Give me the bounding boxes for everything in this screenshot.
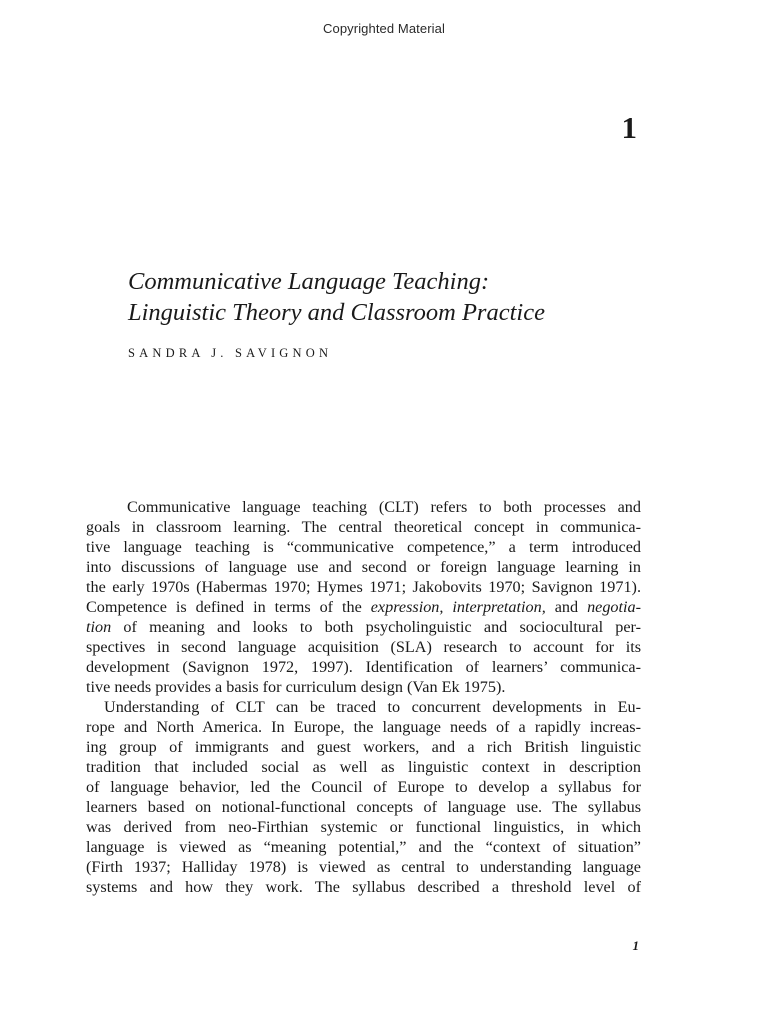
chapter-title-line-2: Linguistic Theory and Classroom Practice	[128, 299, 545, 326]
paragraph-line: (Firth 1937; Halliday 1978) is viewed as central to understanding language	[86, 858, 641, 876]
chapter-title	[128, 266, 648, 328]
paragraph-line	[86, 597, 641, 617]
italic-terms: expression, interpretation,	[370, 598, 546, 616]
paragraph-line: Communicative language teaching (CLT) refers to both processes and	[127, 498, 641, 516]
body-text	[86, 497, 641, 897]
paragraph-line: Understanding of CLT can be traced to concurrent developments in Eu-	[104, 698, 641, 716]
italic-negotiation: negotia-	[587, 598, 642, 616]
paragraph-line: of language behavior, led the Council of Europe to develop a syllabus for	[86, 778, 641, 796]
paragraph-line: tradition that included social as well as linguistic context in description	[86, 758, 641, 776]
paragraph-line: systems and how they work. The syllabus described a threshold level of	[86, 878, 641, 896]
paragraph-line: goals in classroom learning. The central theoretical concept in communica-	[86, 518, 641, 536]
paragraph-line: tive language teaching is “communicative competence,” a term introduced	[86, 538, 641, 556]
italic-tion: tion	[86, 618, 112, 636]
paragraph-line: development (Savignon 1972, 1997). Identification of learners’ communica-	[86, 658, 641, 676]
competence-and: and	[545, 598, 588, 616]
paragraph-line: ing group of immigrants and guest workers, and a rich British linguistic	[86, 738, 641, 756]
paragraph-line: language is viewed as “meaning potential,” and the “context of situation”	[86, 838, 641, 856]
paragraph-line: tive needs provides a basis for curriculum design (Van Ek 1975).	[86, 678, 506, 696]
paragraph-line: learners based on notional-functional concepts of language use. The syllabus	[86, 798, 641, 816]
chapter-number: 1	[621, 110, 637, 145]
paragraph-line: into discussions of language use and second or foreign language learning in	[86, 558, 641, 576]
paragraph-line: was derived from neo-Firthian systemic or functional linguistics, in which	[86, 818, 641, 836]
copyright-watermark: Copyrighted Material	[323, 21, 445, 36]
competence-text: Competence is defined in terms of the	[86, 598, 371, 616]
paragraph-line: the early 1970s (Habermas 1970; Hymes 1971; Jakobovits 1970; Savignon 1971).	[86, 578, 641, 596]
page-number: 1	[632, 938, 639, 953]
paragraph-line: spectives in second language acquisition (SLA) research to account for its	[86, 638, 641, 656]
paragraph-line: rope and North America. In Europe, the language needs of a rapidly increas-	[86, 718, 641, 736]
chapter-author: SANDRA J. SAVIGNON	[128, 346, 333, 360]
meaning-text: of meaning and looks to both psycholinguistic and sociocultural per-	[123, 618, 642, 636]
chapter-title-line-1: Communicative Language Teaching:	[128, 268, 490, 295]
paragraph-line	[86, 617, 641, 637]
